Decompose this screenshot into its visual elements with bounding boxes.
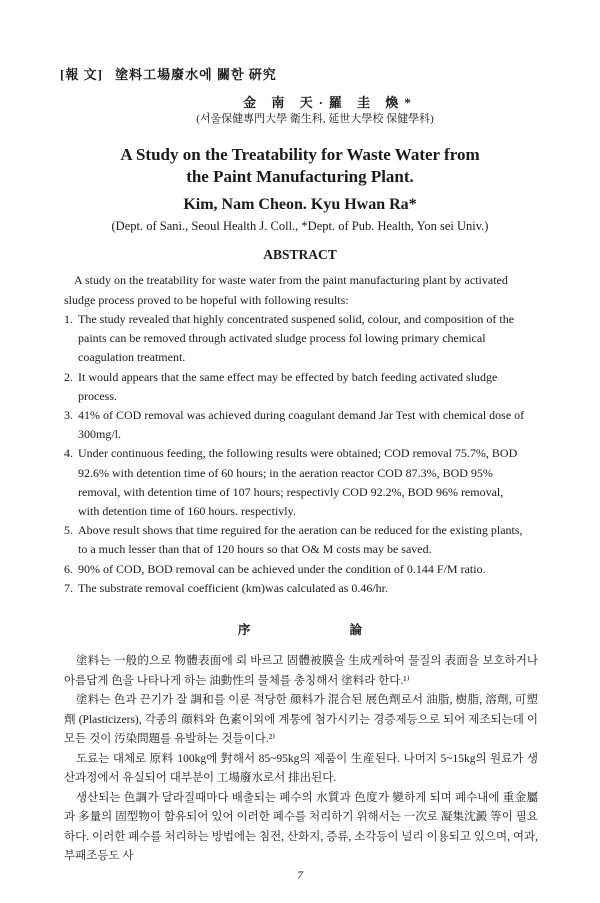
abstract-item — [64, 579, 526, 598]
body-paragraph: 도료는 대체로 原料 100kg에 對해서 85~95kg의 제품이 生産된다. 나머지 5~15kg의 원료가 생산과정에서 유실되어 대부분이 工場廢水로서 排出된다. — [64, 752, 538, 784]
item-number: 1. — [64, 312, 73, 326]
abstract-item — [64, 368, 526, 406]
section-heading-introduction: 序 論 — [237, 623, 411, 637]
abstract-item — [64, 444, 526, 521]
body-paragraph: 塗料는 色과 끈기가 잘 調和를 이룬 적당한 顔料가 混合된 展色劑로서 油脂, 樹脂, 溶劑, 可塑劑 (Plasticizers), 각종의 顔料와 色素이외에 계통에 첨가시키는 경증제등으로 되어 제조되는데 이 모든 것이 汚染問題를 유발하는 것들이다.²⁾ — [64, 694, 538, 745]
abstract-intro: A study on the treatability for waste water from the paint manufacturing plant by activated sludge process proved to be hopeful with following results: — [64, 273, 508, 307]
english-authors: Kim, Nam Cheon. Kyu Hwan Ra* — [183, 196, 417, 213]
introduction-body — [64, 652, 538, 867]
page-number: 7 — [297, 868, 303, 882]
item-text: Above result shows that time reguired for the aeration can be reduced for the existing plants, to a much lesser than that of 120 hours so that O& M costs may be saved. — [78, 523, 523, 557]
abstract-heading: ABSTRACT — [263, 247, 337, 262]
abstract-item — [64, 560, 526, 579]
item-text: 41% of COD removal was achieved during coagulant demand Jar Test with chemical dose of 300mg/l. — [78, 408, 525, 442]
abstract-item — [64, 521, 526, 559]
abstract-item — [64, 406, 526, 444]
item-text: The study revealed that highly concentrated suspened solid, colour, and composition of the paints can be removed through activated sludge process fol lowing primary chemical coagulation treatment. — [78, 312, 515, 365]
item-text: 90% of COD, BOD removal can be achieved under the condition of 0.144 F/M ratio. — [78, 561, 486, 576]
korean-title-text: 塗料工場廢水에 關한 硏究 — [115, 67, 277, 82]
english-title-line-1: A Study on the Treatability for Waste Water from — [120, 145, 480, 164]
english-title-line-2: the Paint Manufacturing Plant. — [186, 167, 414, 186]
abstract-results-list — [64, 310, 526, 598]
english-affiliation: (Dept. of Sani., Seoul Health J. Coll., *Dept. of Pub. Health, Yon sei Univ.) — [111, 219, 489, 233]
item-number: 3. — [64, 408, 73, 423]
english-title — [0, 144, 600, 188]
item-number: 5. — [64, 523, 73, 538]
item-text: It would appears that the same effect may be effected by batch feeding activated sludge process. — [78, 369, 498, 403]
korean-affiliation: (서울保健專門大學 衛生科, 延世大學校 保健學科) — [196, 113, 434, 125]
korean-authors: 金 南 天·羅 圭 煥* — [243, 95, 417, 110]
item-text: The substrate removal coefficient (km)was calculated as 0.46/hr. — [78, 580, 388, 595]
item-number: 4. — [64, 446, 73, 461]
item-number: 6. — [64, 561, 73, 576]
korean-title — [60, 64, 277, 83]
abstract-item — [64, 310, 526, 368]
item-number: 7. — [64, 580, 73, 595]
item-text: Under continuous feeding, the following results were obtained; COD removal 75.7%, BOD 92.6% with detention time of 60 hours; in the aeration reactor COD 87.3%, BOD 95% removal, with detention time of 107 hours; respectivly COD 92.2%, BOD 96% removal, with detention time of 160 hours. respectivly. — [78, 446, 518, 519]
body-paragraph: 생산되는 色調가 달라질때마다 배출되는 폐수의 水質과 色度가 變하게 되며 폐수내에 重金屬과 多量의 固型物이 함유되어 있어 이러한 폐수를 처리하기 위해서는 一次로 凝集沈澱 等이 필요하다. 이러한 폐수를 처리하는 방법에는 침전, 산화지, 증류, 소각등이 널리 이용되고 있으며, 여과, 부패조등도 사 — [64, 791, 538, 862]
item-number: 2. — [64, 369, 73, 384]
body-paragraph: 塗料는 一般的으로 物體表面에 뢰 바르고 固體被膜을 生成케하여 물질의 表面을 보호하거나 아름답게 色을 나타나게 하는 油動性의 물체를 총칭해서 塗料라 한다.¹⁾ — [64, 655, 538, 687]
article-type-tag: [報 文] — [60, 67, 103, 82]
